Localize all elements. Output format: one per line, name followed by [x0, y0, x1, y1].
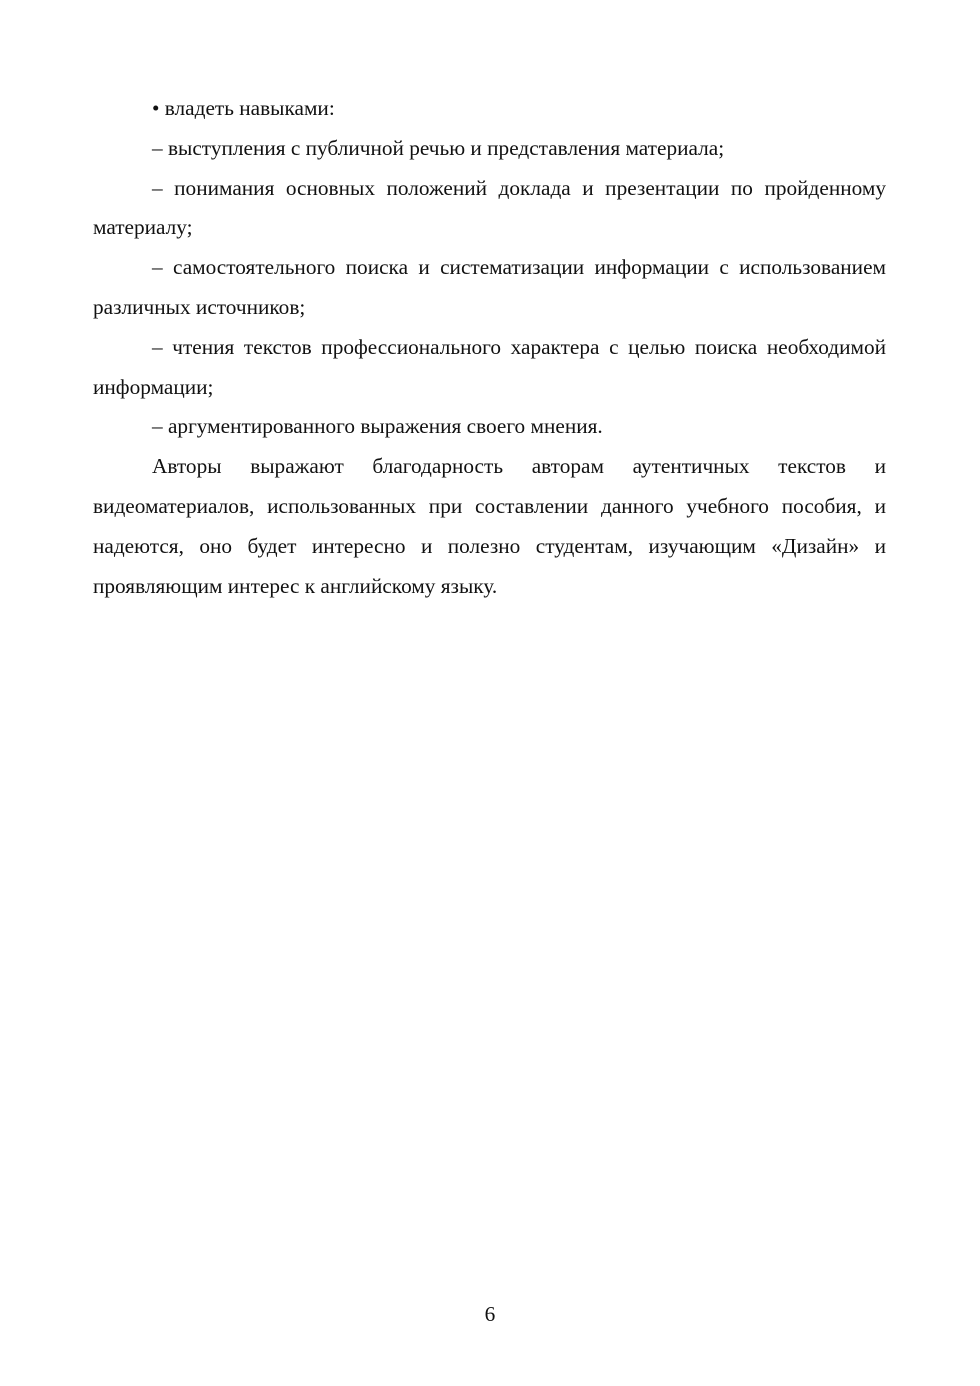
skill-item-argumentation: – аргументированного выражения своего мнения. — [152, 414, 603, 439]
body-text — [93, 89, 886, 606]
page-number: 6 — [484, 1302, 496, 1326]
skill-item-understanding-reports: – понимания основных положений доклада и презентации по пройденному материалу; — [93, 175, 886, 240]
skill-item-reading-professional-texts: – чтения текстов профессионального характера с целью поиска необходимой информации; — [93, 334, 886, 399]
skill-item-information-search: – самостоятельного поиска и систематизации информации с использованием различных источников; — [93, 255, 886, 319]
skill-item-public-speaking: – выступления с публичной речью и представления материала; — [152, 135, 725, 160]
skills-intro: • владеть навыками: — [152, 96, 335, 120]
acknowledgement-paragraph: Авторы выражают благодарность авторам аутентичных текстов и видеоматериалов, использованных при составлении данного учебного пособия, и надеются, оно будет интересно и полезно студентам, изучающим «Дизайн» и проявляющим интерес к английскому языку. — [93, 454, 886, 598]
